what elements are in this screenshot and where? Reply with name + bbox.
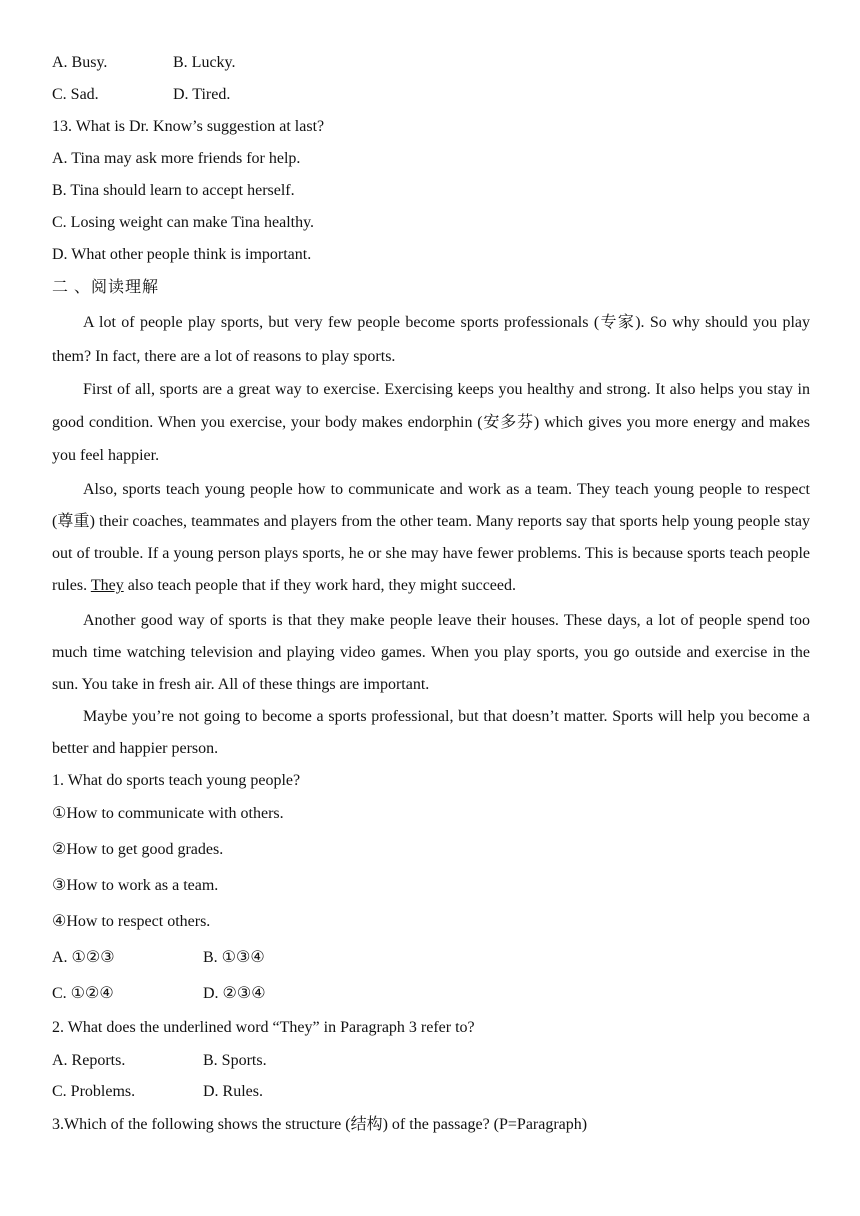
q2-question: 2. What does the underlined word “They” in Paragraph 3 refer to? [52, 1019, 475, 1036]
q1-item-2: ②How to get good grades. [52, 841, 224, 858]
q13-option-b: B. Tina should learn to accept herself. [52, 182, 295, 199]
paragraph-3-text-after: also teach people that if they work hard, they might succeed. [123, 577, 516, 594]
passage-paragraph-4: Another good way of sports is that they make people leave their houses. These days, a lot of people spend too much time watching television and playing video games. When you play sports, you go outside and exercise in the sun. You take in fresh air. All of these things are important. [52, 612, 810, 693]
q2-option-b: B. Sports. [203, 1052, 267, 1069]
q13-option-a: A. Tina may ask more friends for help. [52, 150, 301, 167]
q12-option-b: B. Lucky. [173, 54, 236, 71]
q1-question: 1. What do sports teach young people? [52, 772, 301, 789]
section-title: 二 、阅读理解 [52, 279, 160, 296]
q1-item-1: ①How to communicate with others. [52, 805, 284, 822]
q1-item-3: ③How to work as a team. [52, 877, 219, 894]
passage-paragraph-1: A lot of people play sports, but very few people become sports professionals (专家). So why should you play them? In fact, there are a lot of reasons to play sports. [52, 314, 810, 365]
q12-option-a: A. Busy. [52, 54, 108, 71]
q1-option-d: D. ②③④ [203, 985, 266, 1002]
q12-option-c: C. Sad. [52, 86, 99, 103]
q1-option-c: C. ①②④ [52, 985, 114, 1002]
q13-option-d: D. What other people think is important. [52, 246, 312, 263]
paragraph-3-text-before: Also, sports teach young people how to communicate and work as a team. They teach young people to respect (尊重) their coaches, teammates and players from the other team. Many reports say that sports help young people stay out of trouble. If a young person plays sports, he or she may have fewer problems. This is because sports teach people rules. [52, 481, 810, 594]
q2-option-c: C. Problems. [52, 1083, 136, 1100]
passage-paragraph-3 [52, 474, 810, 602]
passage-paragraph-2: First of all, sports are a great way to exercise. Exercising keeps you healthy and strong. It also helps you stay in good condition. When you exercise, your body makes endorphin (安多芬) which gives you more energy and makes you feel happier. [52, 381, 810, 464]
q13-question: 13. What is Dr. Know’s suggestion at last? [52, 118, 325, 135]
q13-option-c: C. Losing weight can make Tina healthy. [52, 214, 315, 231]
q1-item-4: ④How to respect others. [52, 913, 211, 930]
q2-option-d: D. Rules. [203, 1083, 263, 1100]
q12-option-d: D. Tired. [173, 86, 231, 103]
q1-option-b: B. ①③④ [203, 949, 265, 966]
q1-option-a: A. ①②③ [52, 949, 115, 966]
passage-paragraph-5: Maybe you’re not going to become a sports professional, but that doesn’t matter. Sports will help you become a better and happier person. [52, 708, 810, 757]
q3-question: 3.Which of the following shows the structure (结构) of the passage? (P=Paragraph) [52, 1116, 588, 1133]
underlined-word-they: They [90, 577, 124, 594]
q2-option-a: A. Reports. [52, 1052, 126, 1069]
